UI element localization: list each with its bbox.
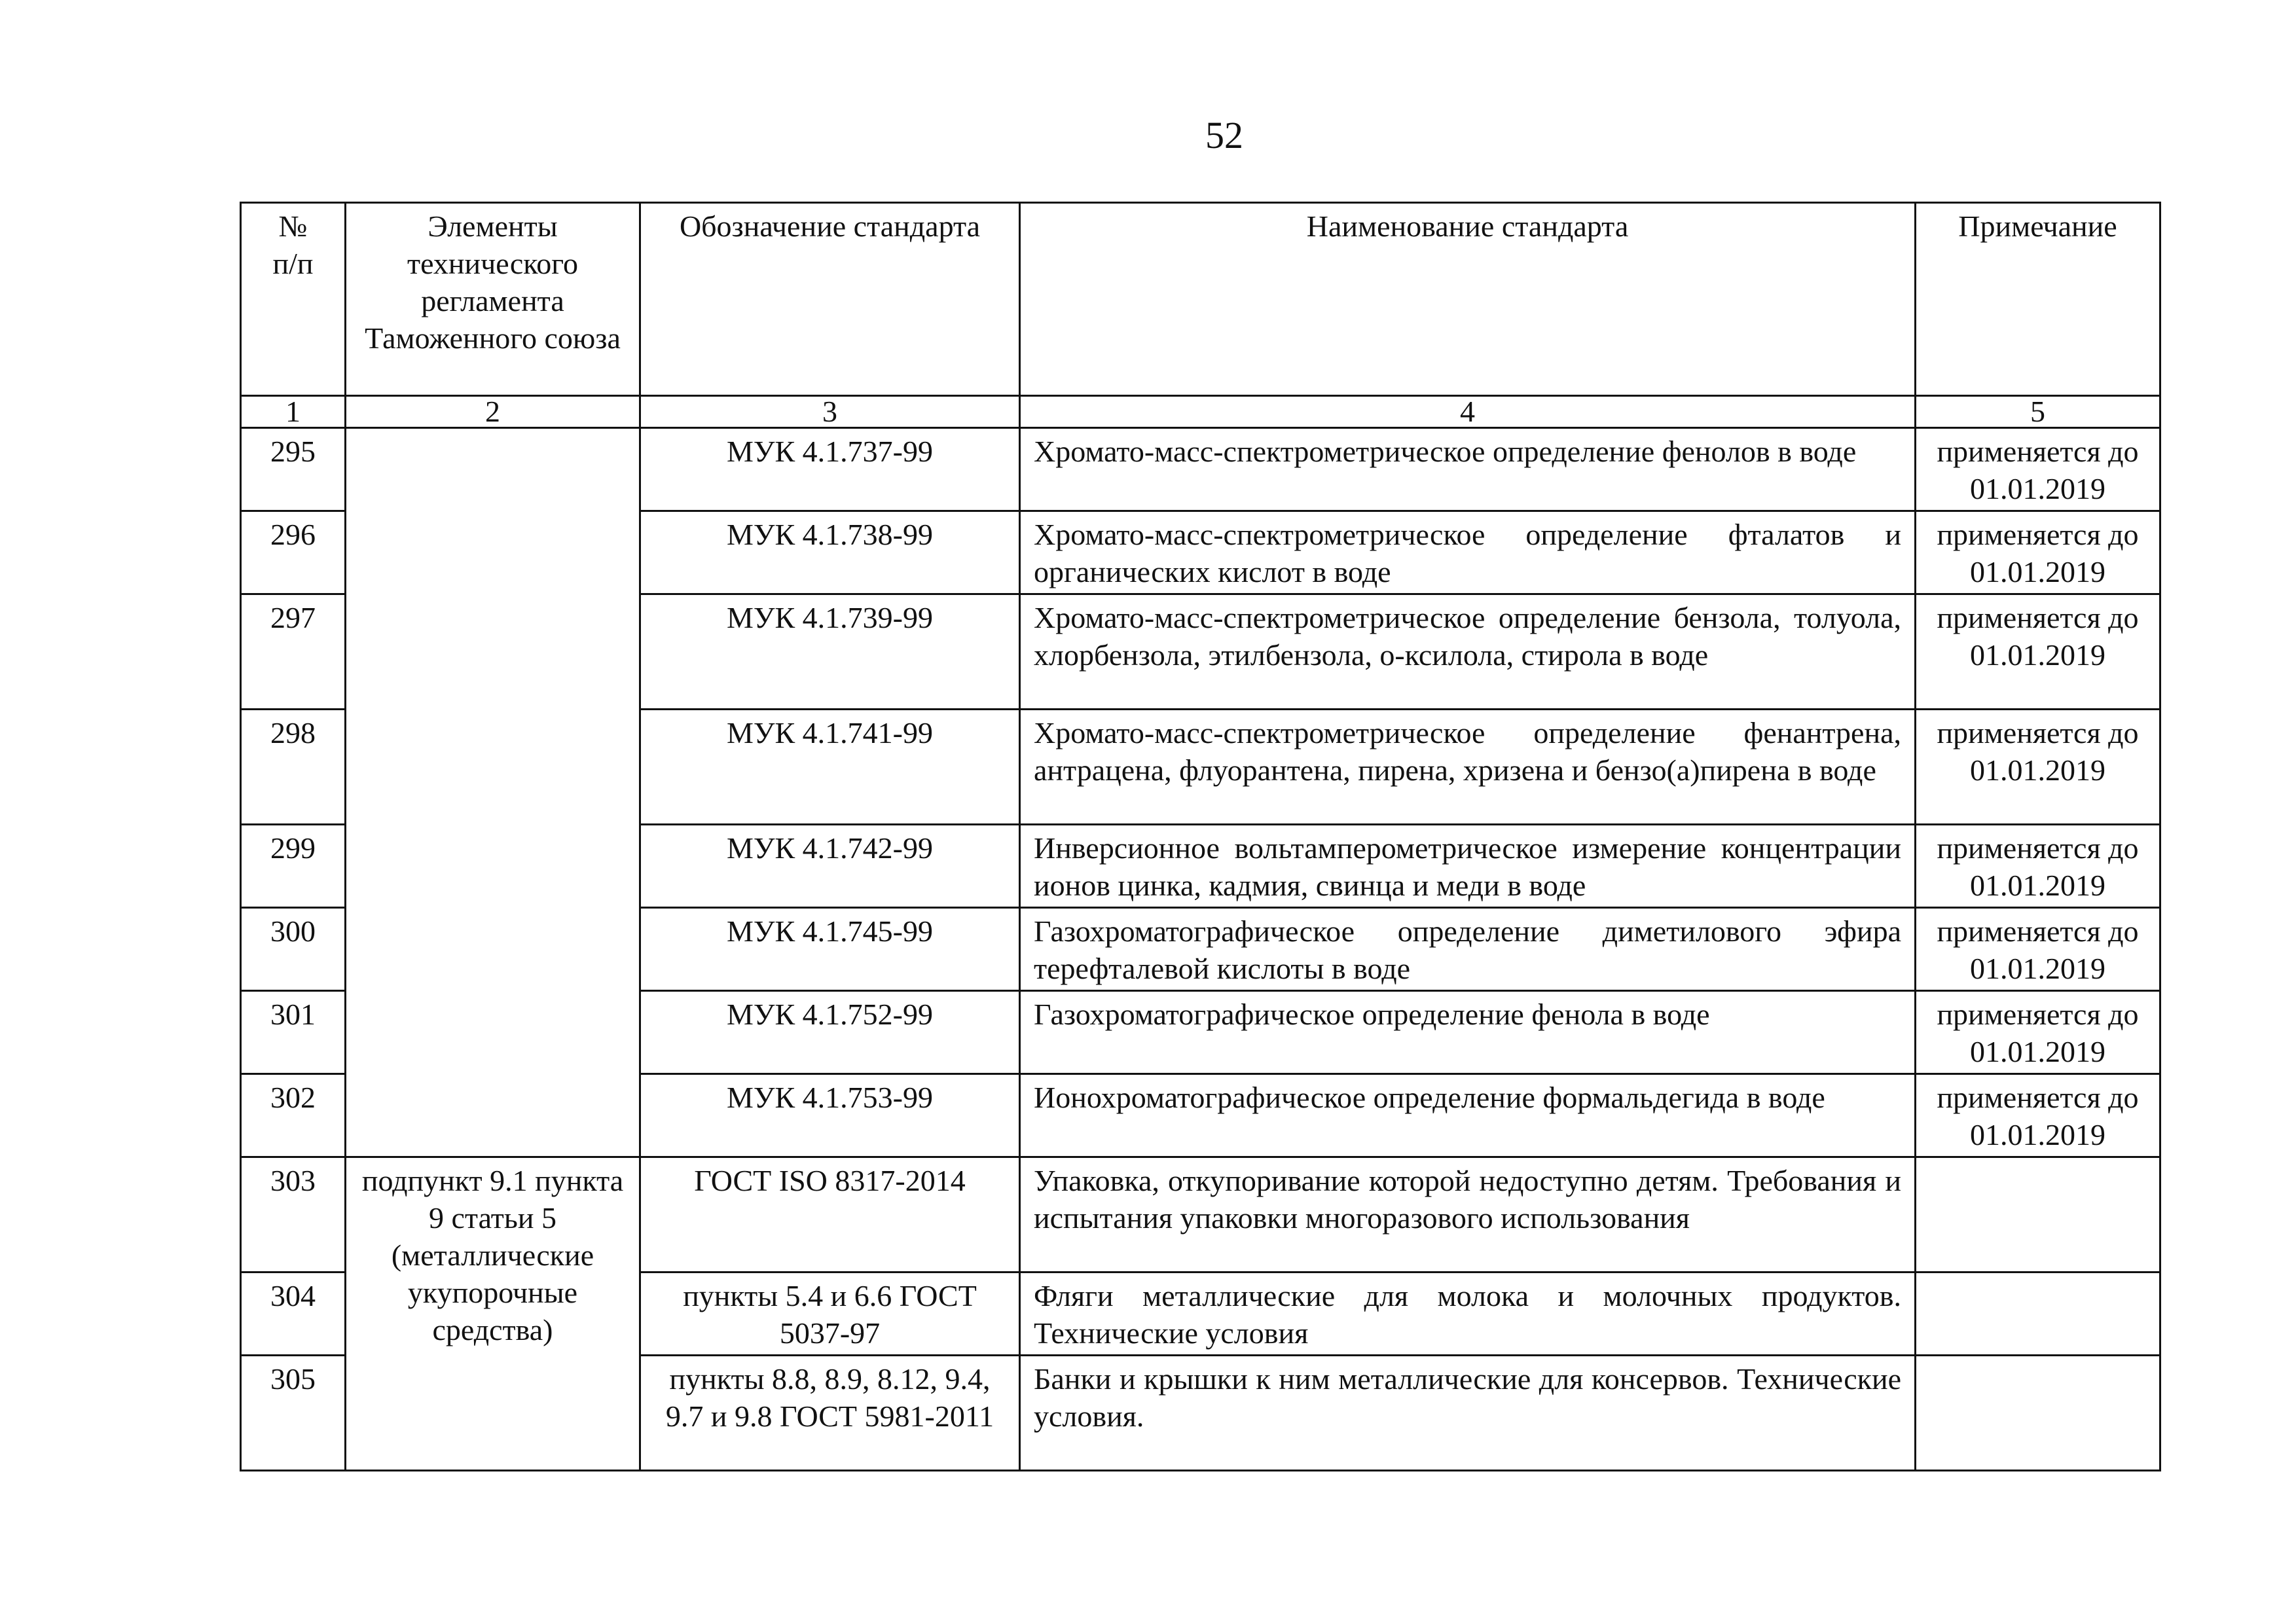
header-note: Примечание [1916,203,2160,396]
header-designation: Обозначение стандарта [640,203,1020,396]
row-name: Хромато-масс-спектрометрическое определение фенолов в воде [1020,428,1916,511]
row-number: 296 [241,511,346,594]
row-note [1916,1157,2160,1272]
column-index: 2 [346,396,640,428]
row-number: 303 [241,1157,346,1272]
row-note: применяется до 01.01.2019 [1916,825,2160,908]
row-note: применяется до 01.01.2019 [1916,428,2160,511]
row-designation: МУК 4.1.738-99 [640,511,1020,594]
row-designation: МУК 4.1.742-99 [640,825,1020,908]
row-number: 304 [241,1272,346,1356]
row-number: 295 [241,428,346,511]
row-note [1916,1272,2160,1356]
row-note: применяется до 01.01.2019 [1916,511,2160,594]
row-name: Хромато-масс-спектрометрическое определение фталатов и органических кислот в воде [1020,511,1916,594]
header-number-abbr: п/п [272,247,314,280]
row-designation: ГОСТ ISO 8317-2014 [640,1157,1020,1272]
row-number: 302 [241,1074,346,1157]
column-index: 4 [1020,396,1916,428]
row-name: Газохроматографическое определение диметилового эфира терефталевой кислоты в воде [1020,908,1916,991]
element-cell-group-1 [346,428,640,1157]
row-number: 305 [241,1356,346,1471]
header-number-sign: № [278,209,308,243]
row-name: Фляги металлические для молока и молочных продуктов. Технические условия [1020,1272,1916,1356]
standards-table [240,202,2161,1471]
row-designation: МУК 4.1.741-99 [640,710,1020,825]
header-number [241,203,346,396]
row-designation: МУК 4.1.737-99 [640,428,1020,511]
header-elements: Элементы технического регламента Таможенного союза [346,203,640,396]
row-number: 299 [241,825,346,908]
row-name: Инверсионное вольтамперометрическое измерение концентрации ионов цинка, кадмия, свинца и меди в воде [1020,825,1916,908]
table-row [241,428,2160,511]
column-index: 5 [1916,396,2160,428]
column-index-row [241,396,2160,428]
row-number: 301 [241,991,346,1074]
row-note: применяется до 01.01.2019 [1916,594,2160,710]
row-number: 298 [241,710,346,825]
column-index: 1 [241,396,346,428]
row-designation: пункты 5.4 и 6.6 ГОСТ 5037-97 [640,1272,1020,1356]
row-designation: МУК 4.1.752-99 [640,991,1020,1074]
element-cell-text: подпункт 9.1 пункта 9 статьи 5 (металлические укупорочные средства) [361,1164,624,1346]
row-note: применяется до 01.01.2019 [1916,710,2160,825]
row-name: Газохроматографическое определение фенола в воде [1020,991,1916,1074]
row-name: Ионохроматографическое определение формальдегида в воде [1020,1074,1916,1157]
row-name: Упаковка, откупоривание которой недоступно детям. Требования и испытания упаковки многоразового использования [1020,1157,1916,1272]
row-note: применяется до 01.01.2019 [1916,991,2160,1074]
row-name: Хромато-масс-спектрометрическое определение фенантрена, антрацена, флуорантена, пирена, хризена и бензо(а)пирена в воде [1020,710,1916,825]
row-note [1916,1356,2160,1471]
row-designation: МУК 4.1.739-99 [640,594,1020,710]
row-note: применяется до 01.01.2019 [1916,1074,2160,1157]
table-header-row [241,203,2160,396]
row-designation: МУК 4.1.745-99 [640,908,1020,991]
row-name: Хромато-масс-спектрометрическое определение бензола, толуола, хлорбензола, этилбензола, о-ксилола, стирола в воде [1020,594,1916,710]
row-designation: МУК 4.1.753-99 [640,1074,1020,1157]
row-designation: пункты 8.8, 8.9, 8.12, 9.4, 9.7 и 9.8 ГОСТ 5981-2011 [640,1356,1020,1471]
row-number: 297 [241,594,346,710]
row-note: применяется до 01.01.2019 [1916,908,2160,991]
header-name: Наименование стандарта [1020,203,1916,396]
row-name: Банки и крышки к ним металлические для консервов. Технические условия. [1020,1356,1916,1471]
page-number: 52 [1205,114,1243,156]
table-row [241,1157,2160,1272]
element-cell-group-2 [346,1157,640,1471]
row-number: 300 [241,908,346,991]
column-index: 3 [640,396,1020,428]
